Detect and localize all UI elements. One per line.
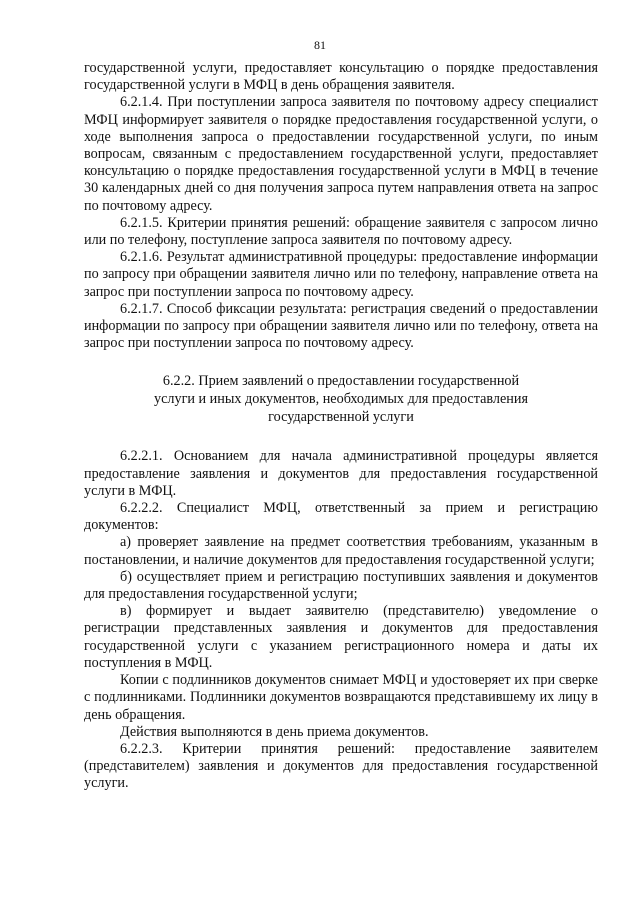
- document-body: [84, 60, 598, 793]
- heading-line: услуги и иных документов, необходимых для предоставления: [154, 391, 528, 408]
- section-heading-6-2-2: [84, 372, 598, 426]
- paragraph-6-2-1-5: 6.2.1.5. Критерии принятия решений: обращение заявителя с запросом лично или по телефону, поступление запроса заявителя по почтовому адресу.: [84, 214, 598, 249]
- paragraph-6-2-2-3: 6.2.2.3. Критерии принятия решений: предоставление заявителем (представителем) заявления и документов для предоставления государственной услуги.: [84, 740, 598, 792]
- page-number: 81: [314, 38, 326, 52]
- paragraph-6-2-1-7: 6.2.1.7. Способ фиксации результата: регистрация сведений о предоставлении информации по запросу при обращении заявителя лично или по телефону, ответа на запрос при поступлении запроса по почтовому адресу.: [84, 300, 598, 352]
- paragraph-6-2-2-2: 6.2.2.2. Специалист МФЦ, ответственный за прием и регистрацию документов:: [84, 500, 598, 534]
- list-item-v: в) формирует и выдает заявителю (представителю) уведомление о регистрации представленных заявления и документов для предоставления государственной услуги с указанием регистрационного номера и даты их поступления в МФЦ.: [84, 603, 598, 671]
- paragraph-6-2-2-1: 6.2.2.1. Основанием для начала административной процедуры является предоставление заявления и документов для предоставления государственной услуги в МФЦ.: [84, 448, 598, 499]
- heading-line: государственной услуги: [268, 409, 414, 426]
- heading-line: 6.2.2. Прием заявлений о предоставлении государственной: [162, 373, 520, 390]
- list-item-a: а) проверяет заявление на предмет соответствия требованиям, указанным в постановлении, и наличие документов для предоставления государственной услуги;: [84, 534, 598, 568]
- paragraph-continuation: государственной услуги, предоставляет консультацию о порядке предоставления государственной услуги в МФЦ в день обращения заявителя.: [84, 60, 598, 94]
- paragraph-6-2-1-6: 6.2.1.6. Результат административной процедуры: предоставление информации по запросу при обращении заявителя лично или по телефону, направление ответа на запрос при поступлении запроса по почтовому адресу.: [84, 249, 598, 300]
- list-item-b: б) осуществляет прием и регистрацию поступивших заявления и документов для предоставления государственной услуги;: [84, 568, 598, 603]
- paragraph-actions: Действия выполняются в день приема документов.: [120, 723, 429, 740]
- paragraph-6-2-1-4: 6.2.1.4. При поступлении запроса заявителя по почтовому адресу специалист МФЦ информирует заявителя о порядке предоставления государственной услуги, о ходе выполнения запроса о предоставлении государственной услуги, по иным вопросам, связанным с предоставлением государственной услуги, предоставляет консультацию о порядке предоставления государственной услуги в МФЦ в течение 30 календарных дней со дня получения запроса путем направления ответа на запрос по почтовому адресу.: [84, 94, 598, 214]
- paragraph-copies: Копии с подлинников документов снимает МФЦ и удостоверяет их при сверке с подлинниками. Подлинники документов возвращаются представившему их лицу в день обращения.: [84, 672, 598, 723]
